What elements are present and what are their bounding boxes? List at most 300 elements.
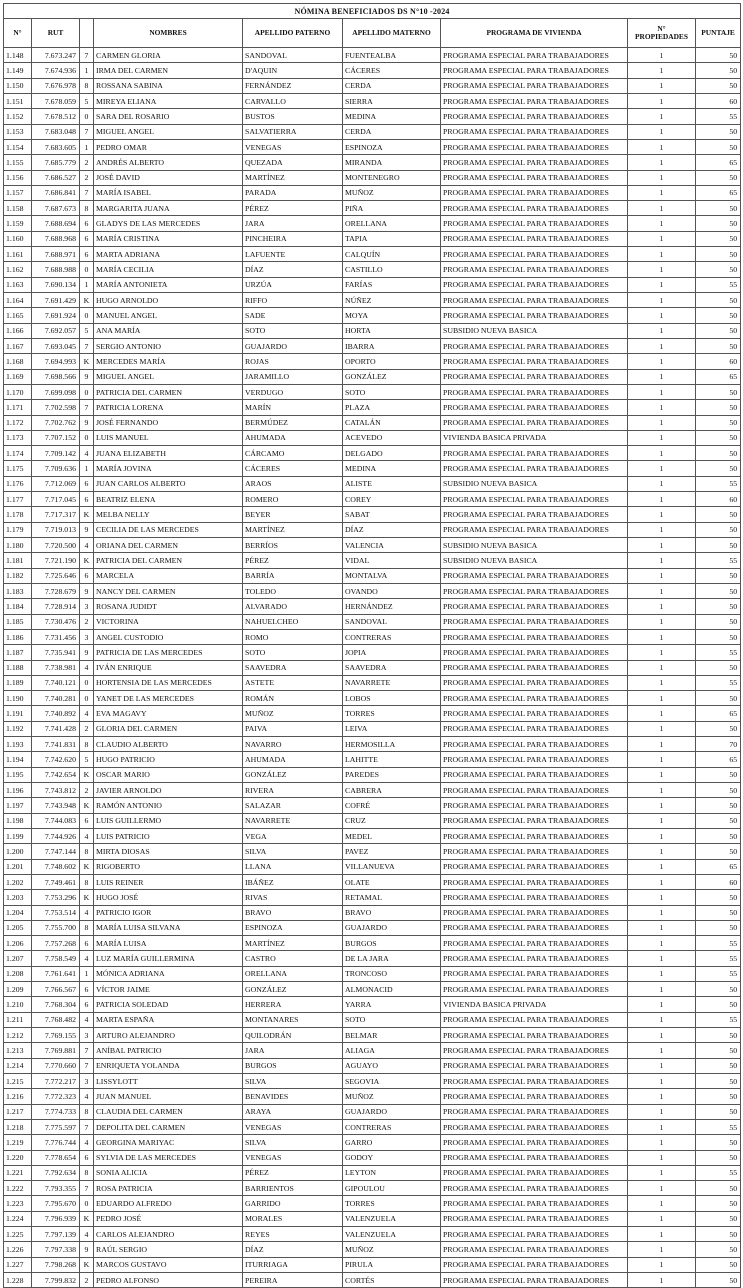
programa-vivienda-cell: SUBSIDIO NUEVA BASICA [441,476,628,491]
table-row [4,936,741,951]
puntaje-cell: 55 [696,675,741,690]
table-row [4,583,741,598]
programa-vivienda-cell: PROGRAMA ESPECIAL PARA TRABAJADORES [441,492,628,507]
rut-dv-cell: 7 [80,48,94,63]
programa-vivienda-cell: PROGRAMA ESPECIAL PARA TRABAJADORES [441,201,628,216]
rut-cell: 7.769.155 [32,1028,80,1043]
row-number-cell: 1.151 [4,93,32,108]
propiedades-cell: 1 [628,323,696,338]
propiedades-cell: 1 [628,139,696,154]
table-row [4,109,741,124]
puntaje-cell: 50 [696,1227,741,1242]
row-number-cell: 1.167 [4,338,32,353]
programa-vivienda-cell: PROGRAMA ESPECIAL PARA TRABAJADORES [441,859,628,874]
propiedades-cell: 1 [628,936,696,951]
rut-cell: 7.796.939 [32,1211,80,1226]
rut-cell: 7.799.832 [32,1273,80,1288]
apellido-paterno-cell: PEREIRA [243,1273,343,1288]
rut-dv-cell: 2 [80,783,94,798]
row-number-cell: 1.211 [4,1012,32,1027]
table-row [4,354,741,369]
rut-dv-cell: 3 [80,629,94,644]
rut-dv-cell: 9 [80,415,94,430]
rut-cell: 7.688.988 [32,262,80,277]
programa-vivienda-cell: PROGRAMA ESPECIAL PARA TRABAJADORES [441,1211,628,1226]
nombres-cell: ANA MARÍA [94,323,243,338]
rut-cell: 7.740.121 [32,675,80,690]
row-number-cell: 1.181 [4,553,32,568]
nombres-cell: DEPOLITA DEL CARMEN [94,1119,243,1134]
table-row [4,1257,741,1272]
rut-dv-cell: K [80,798,94,813]
apellido-paterno-cell: SALVATIERRA [243,124,343,139]
puntaje-cell: 50 [696,982,741,997]
nombres-cell: ORIANA DEL CARMEN [94,538,243,553]
programa-vivienda-cell: PROGRAMA ESPECIAL PARA TRABAJADORES [441,721,628,736]
rut-dv-cell: 7 [80,124,94,139]
rut-cell: 7.676.978 [32,78,80,93]
row-number-cell: 1.207 [4,951,32,966]
nombres-cell: JOSÉ FERNANDO [94,415,243,430]
nombres-cell: JUAN MANUEL [94,1089,243,1104]
apellido-materno-cell: MONTENEGRO [343,170,441,185]
apellido-materno-cell: TRONCOSO [343,966,441,981]
programa-vivienda-cell: PROGRAMA ESPECIAL PARA TRABAJADORES [441,1196,628,1211]
row-number-cell: 1.156 [4,170,32,185]
propiedades-cell: 1 [628,737,696,752]
rut-dv-cell: 6 [80,813,94,828]
apellido-materno-cell: ALMONACID [343,982,441,997]
programa-vivienda-cell: PROGRAMA ESPECIAL PARA TRABAJADORES [441,507,628,522]
apellido-paterno-cell: NAHUELCHEO [243,614,343,629]
programa-vivienda-cell: PROGRAMA ESPECIAL PARA TRABAJADORES [441,231,628,246]
rut-cell: 7.744.083 [32,813,80,828]
nombres-cell: MARCELA [94,568,243,583]
rut-cell: 7.717.317 [32,507,80,522]
row-number-cell: 1.183 [4,583,32,598]
rut-dv-cell: 1 [80,139,94,154]
puntaje-cell: 50 [696,170,741,185]
nombres-cell: ROSA PATRICIA [94,1181,243,1196]
programa-vivienda-cell: PROGRAMA ESPECIAL PARA TRABAJADORES [441,1073,628,1088]
apellido-paterno-cell: VERDUGO [243,384,343,399]
table-row [4,966,741,981]
table-row [4,1181,741,1196]
rut-dv-cell: 7 [80,1043,94,1058]
programa-vivienda-cell: PROGRAMA ESPECIAL PARA TRABAJADORES [441,767,628,782]
programa-vivienda-cell: PROGRAMA ESPECIAL PARA TRABAJADORES [441,1058,628,1073]
propiedades-cell: 1 [628,660,696,675]
propiedades-cell: 1 [628,201,696,216]
table-row [4,48,741,63]
puntaje-cell: 50 [696,384,741,399]
rut-cell: 7.797.338 [32,1242,80,1257]
programa-vivienda-cell: VIVIENDA BASICA PRIVADA [441,997,628,1012]
puntaje-cell: 50 [696,767,741,782]
table-row [4,691,741,706]
rut-cell: 7.719.013 [32,522,80,537]
rut-dv-cell: 0 [80,384,94,399]
apellido-materno-cell: CATALÁN [343,415,441,430]
rut-cell: 7.757.268 [32,936,80,951]
nombres-cell: MELBA NELLY [94,507,243,522]
row-number-cell: 1.170 [4,384,32,399]
apellido-materno-cell: PAVEZ [343,844,441,859]
table-row [4,1227,741,1242]
row-number-cell: 1.180 [4,538,32,553]
row-number-cell: 1.169 [4,369,32,384]
apellido-materno-cell: CERDA [343,78,441,93]
row-number-cell: 1.194 [4,752,32,767]
propiedades-cell: 1 [628,890,696,905]
table-row [4,629,741,644]
apellido-materno-cell: LEIVA [343,721,441,736]
table-row [4,553,741,568]
rut-cell: 7.690.134 [32,277,80,292]
apellido-paterno-cell: PARADA [243,185,343,200]
puntaje-cell: 50 [696,201,741,216]
rut-cell: 7.698.566 [32,369,80,384]
table-row [4,767,741,782]
apellido-materno-cell: VALENZUELA [343,1227,441,1242]
apellido-paterno-cell: SILVA [243,844,343,859]
rut-dv-cell: 2 [80,614,94,629]
propiedades-cell: 1 [628,1181,696,1196]
rut-dv-cell: 0 [80,262,94,277]
row-number-cell: 1.226 [4,1242,32,1257]
row-number-cell: 1.152 [4,109,32,124]
table-row [4,155,741,170]
apellido-materno-cell: COREY [343,492,441,507]
programa-vivienda-cell: PROGRAMA ESPECIAL PARA TRABAJADORES [441,1242,628,1257]
rut-cell: 7.731.456 [32,629,80,644]
programa-vivienda-cell: PROGRAMA ESPECIAL PARA TRABAJADORES [441,1227,628,1242]
propiedades-cell: 1 [628,1273,696,1288]
table-row [4,905,741,920]
propiedades-cell: 1 [628,538,696,553]
rut-dv-cell: 2 [80,721,94,736]
apellido-paterno-cell: LLANA [243,859,343,874]
rut-cell: 7.738.981 [32,660,80,675]
row-number-cell: 1.175 [4,461,32,476]
apellido-materno-cell: CASTILLO [343,262,441,277]
table-row [4,660,741,675]
puntaje-cell: 50 [696,1196,741,1211]
table-row [4,293,741,308]
apellido-materno-cell: SOTO [343,1012,441,1027]
table-row [4,93,741,108]
programa-vivienda-cell: PROGRAMA ESPECIAL PARA TRABAJADORES [441,124,628,139]
apellido-materno-cell: DELGADO [343,446,441,461]
propiedades-cell: 1 [628,507,696,522]
programa-vivienda-cell: PROGRAMA ESPECIAL PARA TRABAJADORES [441,1273,628,1288]
propiedades-cell: 1 [628,1227,696,1242]
apellido-materno-cell: LOBOS [343,691,441,706]
programa-vivienda-cell: PROGRAMA ESPECIAL PARA TRABAJADORES [441,247,628,262]
apellido-materno-cell: FARÍAS [343,277,441,292]
nombres-cell: JUANA ELIZABETH [94,446,243,461]
nombres-cell: MANUEL ANGEL [94,308,243,323]
table-row [4,231,741,246]
row-number-cell: 1.164 [4,293,32,308]
rut-cell: 7.740.892 [32,706,80,721]
apellido-materno-cell: SOTO [343,384,441,399]
rut-dv-cell: 6 [80,231,94,246]
puntaje-cell: 50 [696,997,741,1012]
rut-dv-cell: 3 [80,1073,94,1088]
puntaje-cell: 50 [696,323,741,338]
row-number-cell: 1.221 [4,1165,32,1180]
programa-vivienda-cell: VIVIENDA BASICA PRIVADA [441,430,628,445]
apellido-materno-cell: TORRES [343,706,441,721]
nombres-cell: HUGO PATRICIO [94,752,243,767]
apellido-materno-cell: CONTRERAS [343,1119,441,1134]
propiedades-cell: 1 [628,828,696,843]
row-number-cell: 1.220 [4,1150,32,1165]
nombres-cell: RAÚL SERGIO [94,1242,243,1257]
apellido-materno-cell: SEGOVIA [343,1073,441,1088]
nombres-cell: CLAUDIA DEL CARMEN [94,1104,243,1119]
apellido-materno-cell: GARRO [343,1135,441,1150]
apellido-paterno-cell: CASTRO [243,951,343,966]
apellido-paterno-cell: MARTÍNEZ [243,936,343,951]
apellido-paterno-cell: ESPINOZA [243,920,343,935]
nombres-cell: ANGEL CUSTODIO [94,629,243,644]
table-row [4,446,741,461]
beneficiaries-table [3,3,741,1288]
table-row [4,384,741,399]
apellido-materno-cell: MEDINA [343,461,441,476]
programa-vivienda-cell: PROGRAMA ESPECIAL PARA TRABAJADORES [441,48,628,63]
row-number-cell: 1.199 [4,828,32,843]
rut-dv-cell: 1 [80,63,94,78]
nombres-cell: EDUARDO ALFREDO [94,1196,243,1211]
rut-dv-cell: 8 [80,201,94,216]
propiedades-cell: 1 [628,813,696,828]
puntaje-cell: 55 [696,966,741,981]
row-number-cell: 1.195 [4,767,32,782]
rut-cell: 7.741.428 [32,721,80,736]
table-row [4,568,741,583]
programa-vivienda-cell: SUBSIDIO NUEVA BASICA [441,538,628,553]
apellido-paterno-cell: SANDOVAL [243,48,343,63]
propiedades-cell: 1 [628,920,696,935]
propiedades-cell: 1 [628,124,696,139]
apellido-paterno-cell: QUEZADA [243,155,343,170]
row-number-cell: 1.150 [4,78,32,93]
row-number-cell: 1.157 [4,185,32,200]
puntaje-cell: 60 [696,93,741,108]
nombres-cell: LUIS REINER [94,874,243,889]
puntaje-cell: 60 [696,492,741,507]
propiedades-cell: 1 [628,170,696,185]
document-page [3,3,740,1288]
apellido-paterno-cell: ROMERO [243,492,343,507]
programa-vivienda-cell: PROGRAMA ESPECIAL PARA TRABAJADORES [441,798,628,813]
apellido-paterno-cell: PÉREZ [243,1165,343,1180]
programa-vivienda-cell: PROGRAMA ESPECIAL PARA TRABAJADORES [441,1104,628,1119]
nombres-cell: MARÍA JOVINA [94,461,243,476]
row-number-cell: 1.158 [4,201,32,216]
table-row [4,262,741,277]
table-row [4,1119,741,1134]
propiedades-cell: 1 [628,844,696,859]
apellido-materno-cell: CERDA [343,124,441,139]
rut-dv-cell: 4 [80,1012,94,1027]
apellido-paterno-cell: VENEGAS [243,1119,343,1134]
propiedades-cell: 1 [628,1012,696,1027]
row-number-cell: 1.165 [4,308,32,323]
apellido-materno-cell: MONTALVA [343,568,441,583]
puntaje-cell: 50 [696,798,741,813]
apellido-materno-cell: VALENCIA [343,538,441,553]
apellido-materno-cell: GUAJARDO [343,920,441,935]
apellido-paterno-cell: AHUMADA [243,430,343,445]
puntaje-cell: 50 [696,63,741,78]
row-number-cell: 1.190 [4,691,32,706]
rut-dv-cell: 4 [80,446,94,461]
rut-dv-cell: 4 [80,1089,94,1104]
rut-cell: 7.775.597 [32,1119,80,1134]
propiedades-cell: 1 [628,706,696,721]
propiedades-cell: 1 [628,783,696,798]
rut-dv-cell: 7 [80,185,94,200]
programa-vivienda-cell: PROGRAMA ESPECIAL PARA TRABAJADORES [441,293,628,308]
header-propiedades-line1: N° [657,24,666,33]
apellido-paterno-cell: SOTO [243,323,343,338]
programa-vivienda-cell: PROGRAMA ESPECIAL PARA TRABAJADORES [441,951,628,966]
propiedades-cell: 1 [628,277,696,292]
nombres-cell: PATRICIA LORENA [94,400,243,415]
apellido-paterno-cell: REYES [243,1227,343,1242]
programa-vivienda-cell: PROGRAMA ESPECIAL PARA TRABAJADORES [441,415,628,430]
apellido-paterno-cell: BUSTOS [243,109,343,124]
apellido-materno-cell: SAAVEDRA [343,660,441,675]
nombres-cell: PATRICIA DEL CARMEN [94,553,243,568]
row-number-cell: 1.227 [4,1257,32,1272]
programa-vivienda-cell: PROGRAMA ESPECIAL PARA TRABAJADORES [441,1181,628,1196]
rut-cell: 7.709.142 [32,446,80,461]
table-row [4,844,741,859]
apellido-paterno-cell: ROMO [243,629,343,644]
apellido-paterno-cell: ARAYA [243,1104,343,1119]
rut-cell: 7.758.549 [32,951,80,966]
programa-vivienda-cell: PROGRAMA ESPECIAL PARA TRABAJADORES [441,308,628,323]
apellido-materno-cell: DE LA JARA [343,951,441,966]
propiedades-cell: 1 [628,155,696,170]
table-row [4,1165,741,1180]
programa-vivienda-cell: SUBSIDIO NUEVA BASICA [441,553,628,568]
puntaje-cell: 50 [696,629,741,644]
programa-vivienda-cell: PROGRAMA ESPECIAL PARA TRABAJADORES [441,1150,628,1165]
propiedades-cell: 1 [628,430,696,445]
apellido-paterno-cell: D'AQUIN [243,63,343,78]
nombres-cell: JUAN CARLOS ALBERTO [94,476,243,491]
propiedades-cell: 1 [628,1089,696,1104]
programa-vivienda-cell: PROGRAMA ESPECIAL PARA TRABAJADORES [441,522,628,537]
apellido-materno-cell: MUÑOZ [343,185,441,200]
apellido-paterno-cell: ALVARADO [243,599,343,614]
table-row [4,170,741,185]
puntaje-cell: 55 [696,1165,741,1180]
puntaje-cell: 55 [696,1012,741,1027]
nombres-cell: MARÍA CRISTINA [94,231,243,246]
rut-dv-cell: 5 [80,93,94,108]
puntaje-cell: 50 [696,1257,741,1272]
apellido-paterno-cell: DÍAZ [243,1242,343,1257]
rut-cell: 7.694.993 [32,354,80,369]
apellido-materno-cell: TORRES [343,1196,441,1211]
table-row [4,1242,741,1257]
apellido-materno-cell: CÁCERES [343,63,441,78]
table-row [4,201,741,216]
rut-cell: 7.691.924 [32,308,80,323]
programa-vivienda-cell: PROGRAMA ESPECIAL PARA TRABAJADORES [441,1165,628,1180]
apellido-paterno-cell: BENAVIDES [243,1089,343,1104]
table-row [4,1211,741,1226]
rut-cell: 7.702.598 [32,400,80,415]
apellido-paterno-cell: SALAZAR [243,798,343,813]
apellido-materno-cell: NAVARRETE [343,675,441,690]
apellido-materno-cell: CRUZ [343,813,441,828]
rut-dv-cell: 4 [80,828,94,843]
propiedades-cell: 1 [628,982,696,997]
propiedades-cell: 1 [628,997,696,1012]
apellido-paterno-cell: GONZÁLEZ [243,767,343,782]
puntaje-cell: 55 [696,553,741,568]
propiedades-cell: 1 [628,553,696,568]
puntaje-cell: 50 [696,308,741,323]
propiedades-cell: 1 [628,629,696,644]
rut-dv-cell: 7 [80,1058,94,1073]
apellido-materno-cell: HORTA [343,323,441,338]
row-number-cell: 1.148 [4,48,32,63]
propiedades-cell: 1 [628,231,696,246]
propiedades-cell: 1 [628,1119,696,1134]
puntaje-cell: 50 [696,216,741,231]
apellido-paterno-cell: BARRIENTOS [243,1181,343,1196]
nombres-cell: CARMEN GLORIA [94,48,243,63]
row-number-cell: 1.173 [4,430,32,445]
propiedades-cell: 1 [628,951,696,966]
programa-vivienda-cell: PROGRAMA ESPECIAL PARA TRABAJADORES [441,966,628,981]
table-row [4,997,741,1012]
rut-dv-cell: 0 [80,430,94,445]
apellido-paterno-cell: ARAOS [243,476,343,491]
apellido-paterno-cell: ITURRIAGA [243,1257,343,1272]
apellido-materno-cell: ORELLANA [343,216,441,231]
puntaje-cell: 50 [696,415,741,430]
nombres-cell: PATRICIA DEL CARMEN [94,384,243,399]
nombres-cell: MARÍA ISABEL [94,185,243,200]
nombres-cell: PATRICIA DE LAS MERCEDES [94,645,243,660]
table-row [4,492,741,507]
rut-dv-cell: 4 [80,660,94,675]
apellido-paterno-cell: PÉREZ [243,201,343,216]
rut-cell: 7.678.512 [32,109,80,124]
row-number-cell: 1.201 [4,859,32,874]
programa-vivienda-cell: PROGRAMA ESPECIAL PARA TRABAJADORES [441,752,628,767]
table-row [4,461,741,476]
programa-vivienda-cell: PROGRAMA ESPECIAL PARA TRABAJADORES [441,262,628,277]
puntaje-cell: 50 [696,614,741,629]
apellido-materno-cell: VALENZUELA [343,1211,441,1226]
table-row [4,507,741,522]
rut-cell: 7.769.881 [32,1043,80,1058]
programa-vivienda-cell: PROGRAMA ESPECIAL PARA TRABAJADORES [441,109,628,124]
programa-vivienda-cell: PROGRAMA ESPECIAL PARA TRABAJADORES [441,216,628,231]
nombres-cell: VICTORINA [94,614,243,629]
